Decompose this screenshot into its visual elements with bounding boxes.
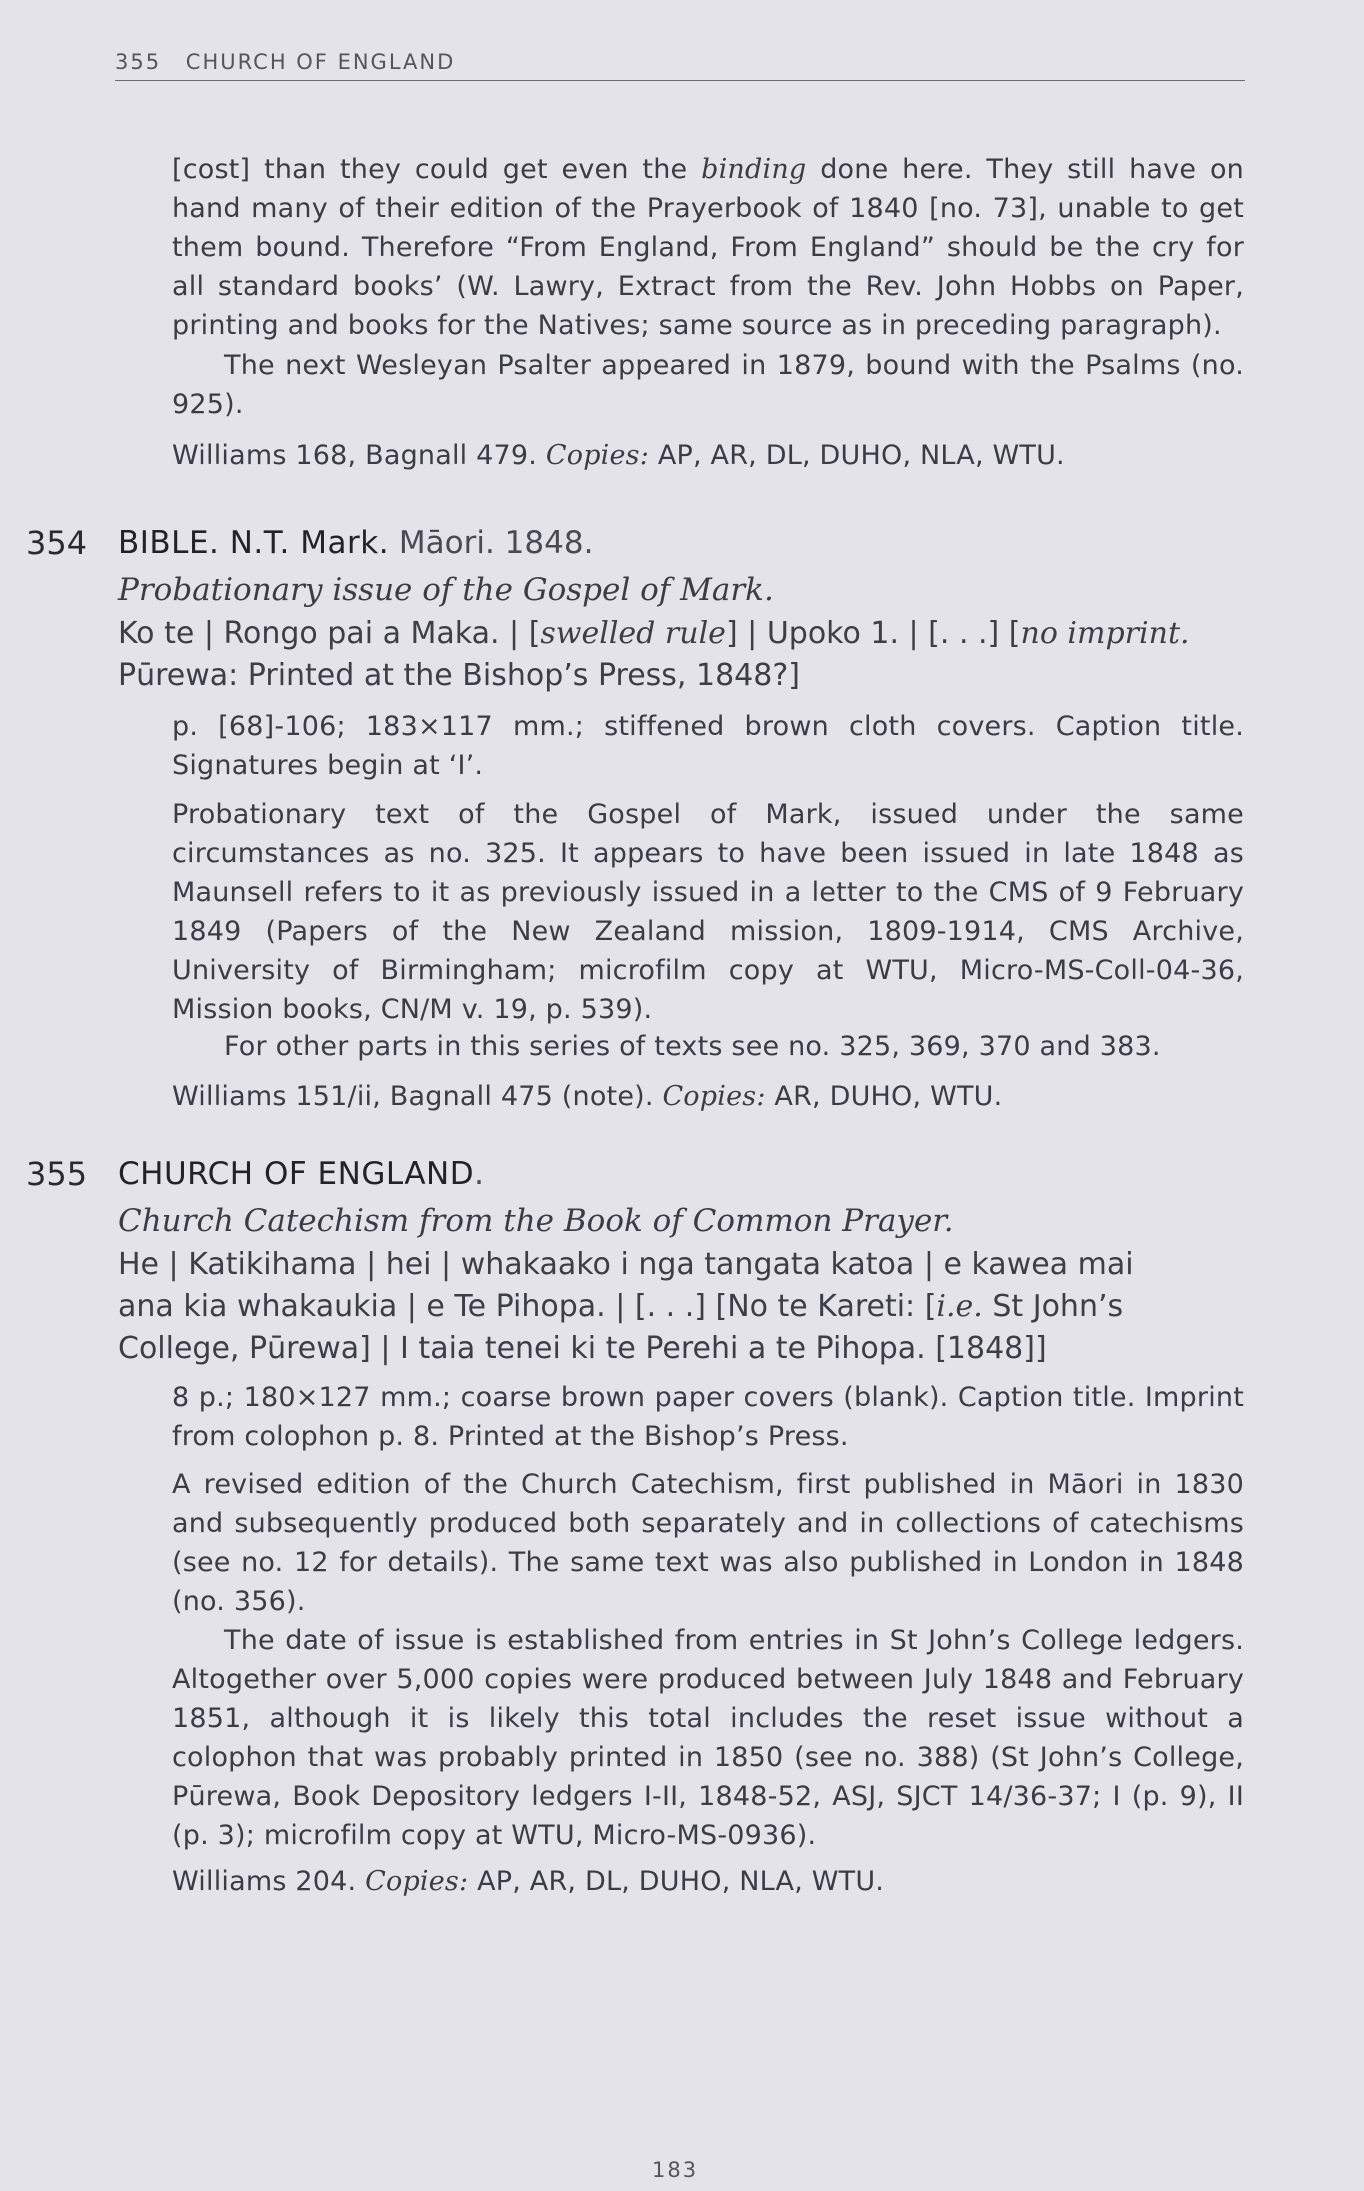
title-transcription: He | Katikihama | hei | whakaako i nga tangata katoa | e kawea mai ana kia whakaukia | e Te Pihopa. | [. . .] [No te Kareti: [i.e. St John’s College, Pūrewa] | I taia tenei ki te Perehi a te Pihopa. [1848]] bbox=[118, 1247, 1134, 1366]
continuation-references: Williams 168, Bagnall 479. Copies: AP, AR, DL, DUHO, NLA, WTU. bbox=[172, 440, 1065, 471]
entry-italic-title: Probationary issue of the Gospel of Mark. bbox=[118, 572, 774, 608]
running-head bbox=[115, 50, 1245, 81]
entry-italic-title: Church Catechism from the Book of Common Prayer. bbox=[118, 1203, 954, 1239]
entry-note-2: For other parts in this series of texts see no. 325, 369, 370 and 383. bbox=[224, 1031, 1161, 1062]
entry-references: Williams 151/ii, Bagnall 475 (note). Copies: AR, DUHO, WTU. bbox=[172, 1081, 1003, 1112]
collation: 8 p.; 180×127 mm.; coarse brown paper covers (blank). Caption title. Imprint from colophon p. 8. Printed at the Bishop’s Press. bbox=[172, 1382, 1244, 1452]
entry-number: 354 bbox=[26, 524, 88, 562]
entry-heading: CHURCH OF ENGLAND. bbox=[118, 1156, 484, 1192]
entry-number: 355 bbox=[26, 1155, 88, 1193]
title-transcription: Ko te | Rongo pai a Maka. | [swelled rule] | Upoko 1. | [. . .] [no imprint. Pūrewa: Printed at the Bishop’s Press, 1848?] bbox=[118, 616, 1190, 693]
emphasis-binding: binding bbox=[701, 154, 807, 185]
running-head-title: CHURCH OF ENGLAND bbox=[185, 50, 456, 74]
continuation-paragraph: [cost] than they could get even the binding done here. They still have on hand many of their edition of the Prayerbook of 1840 [no. 73], unable to get them bound. Therefore “From England, From England” should be the cry for all standard books’ (W. Lawry, Extract from the Rev. John Hobbs on Paper, printing and books for the Natives; same source as in preceding paragraph). bbox=[172, 154, 1244, 341]
entry-note: Probationary text of the Gospel of Mark, issued under the same circumstances as no. 325. It appears to have been issued in late 1848 as Maunsell refers to it as previously issued in a letter to the CMS of 9 February 1849 (Papers of the New Zealand mission, 1809-1914, CMS Archive, University of Birmingham; microfilm copy at WTU, Micro-MS-Coll-04-36, Mission books, CN/M v. 19, p. 539). bbox=[172, 799, 1244, 1025]
continuation-paragraph-2: The next Wesleyan Psalter appeared in 1879, bound with the Psalms (no. 925). bbox=[172, 350, 1244, 420]
entry-note: A revised edition of the Church Catechism, first published in Māori in 1830 and subsequently produced both separately and in collections of catechisms (see no. 12 for details). The same text was also published in London in 1848 (no. 356). bbox=[172, 1469, 1244, 1617]
collation: p. [68]-106; 183×117 mm.; stiffened brown cloth covers. Caption title. Signatures begin at ‘I’. bbox=[172, 711, 1244, 781]
entry-references: Williams 204. Copies: AP, AR, DL, DUHO, NLA, WTU. bbox=[172, 1866, 885, 1897]
running-head-page-number: 355 bbox=[115, 50, 162, 74]
entry-note-2: The date of issue is established from entries in St John’s College ledgers. Altogether over 5,000 copies were produced between July 1848 and February 1851, although it is likely this total includes the reset issue without a colophon that was probably printed in 1850 (see no. 388) (St John’s College, Pūrewa, Book Depository ledgers I-II, 1848-52, ASJ, SJCT 14/36-37; I (p. 9), II (p. 3); microfilm copy at WTU, Micro-MS-0936). bbox=[172, 1625, 1244, 1851]
folio-page-number: 183 bbox=[652, 2158, 699, 2182]
entry-heading: BIBLE. N.T. Mark. Māori. 1848. bbox=[118, 525, 594, 561]
